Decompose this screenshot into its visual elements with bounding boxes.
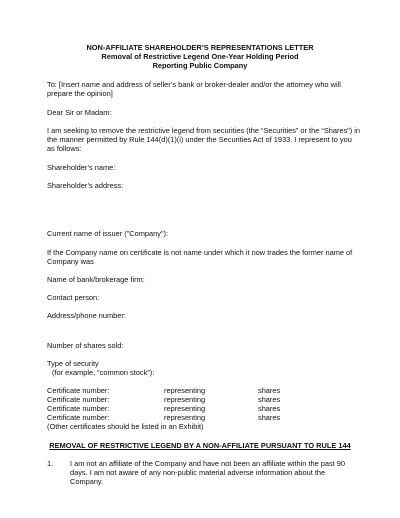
contact-person-label: Contact person: bbox=[47, 293, 100, 302]
item-1-line-2: days. I am not aware of any non-public material adverse information about the bbox=[70, 468, 326, 477]
certificate-label: Certificate number: bbox=[47, 413, 110, 422]
security-type-example: (for example, “common stock”): bbox=[52, 368, 155, 377]
document-subtitle-2: Reporting Public Company bbox=[152, 61, 248, 70]
to-line-cont: prepare the opinion] bbox=[47, 89, 113, 98]
certificate-label: Certificate number: bbox=[47, 395, 110, 404]
certificate-shares: shares bbox=[258, 404, 281, 413]
certificates-note: (Other certificates should be listed in an Exhibit) bbox=[47, 422, 204, 431]
shares-sold-label: Number of shares sold: bbox=[47, 341, 124, 350]
issuer-name-label: Current name of issuer ("Company"): bbox=[47, 229, 169, 238]
certificate-label: Certificate number: bbox=[47, 386, 110, 395]
intro-line-3: as follows: bbox=[47, 144, 82, 153]
shareholder-name-label: Shareholder’s name: bbox=[47, 163, 116, 172]
document-subtitle: Removal of Restrictive Legend One-Year Holding Period bbox=[101, 52, 299, 61]
certificate-shares: shares bbox=[258, 386, 281, 395]
intro-line-2: the manner permitted by Rule 144(d)(1)(i) under the Securities Act of 1933. I represent to you bbox=[47, 135, 352, 144]
item-1-line-1: I am not an affiliate of the Company and have not been an affiliate within the past 90 bbox=[70, 459, 346, 468]
certificate-shares: shares bbox=[258, 395, 281, 404]
item-number: 1. bbox=[47, 459, 54, 468]
security-type-label: Type of security bbox=[47, 359, 99, 368]
item-1-line-3: Company. bbox=[70, 477, 104, 486]
to-line: To: [Insert name and address of seller’s bank or broker-dealer and/or the attorney who will bbox=[47, 80, 341, 89]
former-name-line-1: If the Company name on certificate is not name under which it now trades the former name of bbox=[47, 248, 353, 257]
bank-name-label: Name of bank/brokerage firm: bbox=[47, 275, 145, 284]
address-phone-label: Address/phone number: bbox=[47, 311, 126, 320]
salutation: Dear Sir or Madam: bbox=[47, 108, 112, 117]
certificate-label: Certificate number: bbox=[47, 404, 110, 413]
shareholder-address-label: Shareholder’s address: bbox=[47, 181, 124, 190]
certificate-representing: representing bbox=[164, 395, 206, 404]
certificate-shares: shares bbox=[258, 413, 281, 422]
intro-line-1: I am seeking to remove the restrictive legend from securities (the “Securities” or the “Shares”) in bbox=[47, 126, 360, 135]
certificate-representing: representing bbox=[164, 386, 206, 395]
section-heading: REMOVAL OF RESTRICTIVE LEGEND BY A NON-AFFILIATE PURSUANT TO RULE 144 bbox=[49, 441, 351, 450]
certificate-representing: representing bbox=[164, 413, 206, 422]
former-name-line-2: Company was bbox=[47, 257, 94, 266]
document-title: NON-AFFILIATE SHAREHOLDER’S REPRESENTATIONS LETTER bbox=[86, 43, 314, 52]
certificate-representing: representing bbox=[164, 404, 206, 413]
